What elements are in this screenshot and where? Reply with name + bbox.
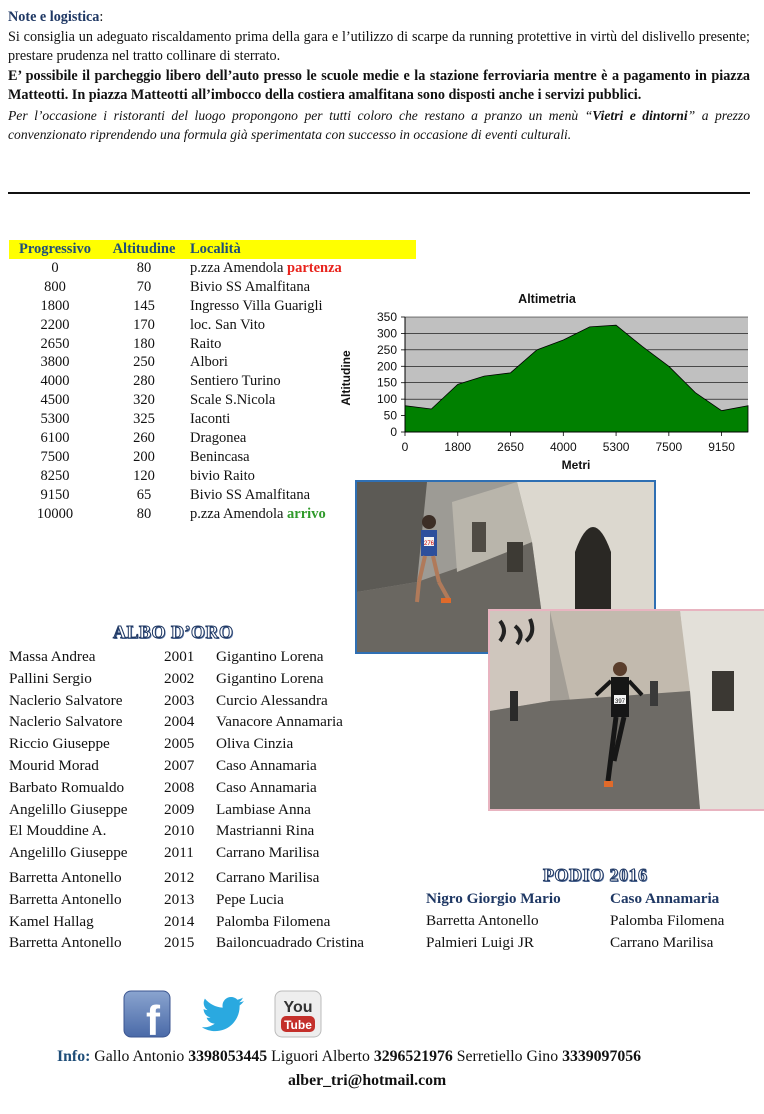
info-label: Info: <box>57 1048 91 1065</box>
route-localita-text: Bivio SS Amalfitana <box>190 486 311 503</box>
albo-female-winner: Carrano Marilisa <box>216 844 320 862</box>
albo-row <box>9 646 406 668</box>
header-progressivo: Progressivo <box>19 241 91 257</box>
podio-row <box>426 910 724 932</box>
albo-row <box>9 711 406 733</box>
route-localita-text: loc. San Vito <box>190 316 265 333</box>
route-altitudine: 280 <box>133 373 155 390</box>
y-tick-label: 300 <box>376 326 397 341</box>
albo-year: 2015 <box>164 934 195 952</box>
albo-male-winner: Barretta Antonello <box>9 868 122 886</box>
route-altitudine: 65 <box>136 486 152 503</box>
notes-p3-end: ” a prezzo convenzionato riprendendo una formula già sperimentata con successo in occasione di eventi culturali. <box>8 107 750 142</box>
route-tag: partenza <box>287 260 342 276</box>
chart-plot-area <box>377 310 748 454</box>
albo-female-winner: Curcio Alessandra <box>216 691 328 709</box>
chart-y-axis-label: Altitudine <box>339 350 353 406</box>
route-progressivo: 6100 <box>40 430 70 447</box>
albo-doro-list <box>9 646 406 954</box>
header-localita: Località <box>190 241 241 257</box>
route-altitudine: 70 <box>136 278 152 295</box>
albo-year: 2005 <box>164 735 195 753</box>
albo-year: 2002 <box>164 669 195 687</box>
route-progressivo: 4500 <box>40 392 70 409</box>
notes-paragraph-parking: E’ possibile il parcheggio libero dell’auto presso le scuole medie e la stazione ferroviaria mentre è a pagamento in piazza Matteotti. In piazza Matteotti all’imbocco della costiera amalfitana sono disposti anche i servizi pubblici. <box>8 67 750 103</box>
contact-1-phone[interactable]: 3398053445 <box>188 1048 268 1065</box>
y-tick-label: 0 <box>390 425 397 439</box>
albo-male-winner: Barbato Romualdo <box>9 778 125 796</box>
y-tick-label: 150 <box>376 375 397 390</box>
albo-male-winner: Barretta Antonello <box>9 934 122 952</box>
route-localita-text: Iaconti <box>190 411 231 428</box>
albo-male-winner: El Mouddine A. <box>9 822 107 840</box>
y-tick-label: 200 <box>376 359 397 374</box>
albo-year: 2009 <box>164 800 195 818</box>
albo-female-winner: Mastrianni Rina <box>216 822 315 840</box>
albo-female-winner: Carrano Marilisa <box>216 868 320 886</box>
route-table-header <box>9 240 416 259</box>
facebook-letter: f <box>146 997 160 1038</box>
route-localita-text: p.zza Amendola <box>190 260 288 276</box>
x-tick-label: 2650 <box>497 440 524 454</box>
contact-3-phone[interactable]: 3339097056 <box>562 1048 642 1065</box>
route-progressivo: 4000 <box>40 373 70 390</box>
route-row <box>9 259 416 278</box>
twitter-icon[interactable] <box>200 990 248 1038</box>
route-progressivo: 2200 <box>40 316 70 333</box>
albo-male-winner: Mourid Morad <box>9 756 99 774</box>
route-progressivo: 7500 <box>40 448 70 465</box>
youtube-word-you: You <box>283 999 313 1016</box>
facebook-icon[interactable] <box>123 990 171 1038</box>
x-tick-label: 5300 <box>602 440 630 454</box>
podio-rows <box>426 910 724 954</box>
albo-year: 2001 <box>164 648 195 665</box>
albo-male-winner: Angelillo Giuseppe <box>9 800 128 818</box>
route-progressivo: 3800 <box>40 354 70 371</box>
albo-female-winner: Gigantino Lorena <box>216 648 324 665</box>
route-localita-text: Bivio SS Amalfitana <box>190 278 311 295</box>
podio-female: Carrano Marilisa <box>610 934 714 951</box>
albo-year: 2014 <box>164 912 195 930</box>
albo-year: 2003 <box>164 691 195 709</box>
albo-year: 2012 <box>164 868 195 886</box>
albo-year: 2010 <box>164 822 195 840</box>
route-altitudine: 320 <box>133 392 155 409</box>
albo-male-winner: Massa Andrea <box>9 648 96 665</box>
route-progressivo: 9150 <box>40 486 70 503</box>
route-localita-text: Benincasa <box>190 448 250 465</box>
podio-row <box>426 932 724 954</box>
y-tick-label: 250 <box>376 342 397 357</box>
y-tick-label: 50 <box>383 408 397 423</box>
albo-row <box>9 932 406 954</box>
route-tag: arrivo <box>287 505 326 522</box>
route-localita-text: Albori <box>190 354 228 371</box>
podio-female-winner: Caso Annamaria <box>610 890 720 907</box>
route-progressivo: 8250 <box>40 467 70 484</box>
contact-email[interactable]: alber_tri@hotmail.com <box>288 1072 447 1089</box>
albo-male-winner: Barretta Antonello <box>9 890 122 908</box>
route-localita-text: Scale S.Nicola <box>190 392 276 409</box>
albo-female-winner: Vanacore Annamaria <box>216 713 343 731</box>
albo-year: 2013 <box>164 890 195 908</box>
notes-paragraph-restaurants <box>8 106 750 145</box>
bib-number-2: 397 <box>614 699 626 705</box>
albo-row <box>9 668 406 690</box>
race-photo-runner-2 <box>488 609 764 811</box>
albo-female-winner: Oliva Cinzia <box>216 735 294 753</box>
route-progressivo: 1800 <box>40 297 70 314</box>
contact-3-name: Serretiello Gino <box>452 1048 563 1065</box>
notes-section <box>8 8 750 145</box>
contact-2-name: Liguori Alberto <box>267 1048 374 1065</box>
albo-male-winner: Riccio Giuseppe <box>9 735 110 753</box>
x-tick-label: 0 <box>401 440 409 454</box>
route-localita-text: Raito <box>190 335 222 352</box>
route-progressivo: 800 <box>44 278 66 295</box>
horizontal-divider <box>8 192 750 194</box>
header-altitudine: Altitudine <box>112 241 176 257</box>
x-tick-label: 9150 <box>708 440 735 454</box>
albo-female-winner: Palomba Filomena <box>216 912 331 930</box>
albo-row <box>9 755 406 777</box>
bib-number-1: 276 <box>423 541 435 547</box>
y-tick-label: 100 <box>376 392 397 407</box>
albo-year: 2011 <box>164 844 194 862</box>
notes-p3-start: Per l’occasione i ristoranti del luogo propongono per tutti coloro che restano a pranzo un menù “ <box>8 107 593 123</box>
route-localita-text: bivio Raito <box>190 467 255 484</box>
x-tick-label: 1800 <box>444 440 472 454</box>
y-tick-label: 350 <box>376 310 397 324</box>
podio-title: PODIO 2016 <box>543 865 648 885</box>
albo-female-winner: Caso Annamaria <box>216 778 317 796</box>
podio-male: Palmieri Luigi JR <box>426 934 534 951</box>
route-localita-text: Ingresso Villa Guarigli <box>190 297 323 314</box>
podio-male-winner: Nigro Giorgio Mario <box>426 890 561 907</box>
chart-x-axis-label: Metri <box>561 458 591 472</box>
albo-doro-title: ALBO D’ORO <box>113 622 234 642</box>
route-altitudine: 80 <box>136 505 152 522</box>
albo-year: 2008 <box>164 778 195 796</box>
podio-list <box>426 888 724 954</box>
albo-female-winner: Gigantino Lorena <box>216 669 324 687</box>
albo-row <box>9 777 406 799</box>
albo-row <box>9 867 406 889</box>
route-progressivo: 5300 <box>40 411 70 428</box>
albo-male-winner: Pallini Sergio <box>9 669 92 687</box>
route-localita-text: Sentiero Turino <box>190 373 281 390</box>
albo-female-winner: Caso Annamaria <box>216 756 317 774</box>
route-altitudine: 325 <box>133 411 155 428</box>
route-altitudine: 250 <box>133 354 155 371</box>
chart-title: Altimetria <box>518 292 576 306</box>
albo-female-winner: Lambiase Anna <box>216 800 311 818</box>
contact-info <box>57 1048 641 1066</box>
albo-row <box>9 911 406 933</box>
x-tick-label: 7500 <box>655 440 683 454</box>
albo-male-winner: Kamel Hallag <box>9 912 94 930</box>
youtube-word-tube: Tube <box>284 1018 312 1032</box>
notes-paragraph-warmup: Si consiglia un adeguato riscaldamento prima della gara e l’utilizzo di scarpe da running protettive in virtù del dislivello presente; prestare prudenza nel tratto collinare di sterrato. <box>8 28 750 64</box>
albo-row <box>9 690 406 712</box>
albo-row <box>9 733 406 755</box>
contact-1-name: Gallo Antonio <box>90 1048 189 1065</box>
route-altitudine: 180 <box>133 335 155 352</box>
route-progressivo: 10000 <box>36 505 74 522</box>
altimetry-chart <box>338 283 760 479</box>
route-altitudine: 120 <box>133 467 155 484</box>
albo-male-winner: Angelillo Giuseppe <box>9 844 128 862</box>
route-localita-text: Dragonea <box>190 430 247 447</box>
race-photo-2-image <box>490 611 764 809</box>
albo-male-winner: Naclerio Salvatore <box>9 713 123 731</box>
route-altitudine: 260 <box>133 430 155 447</box>
podio-male: Barretta Antonello <box>426 912 539 929</box>
route-altitudine: 80 <box>136 260 152 276</box>
route-localita-text: p.zza Amendola <box>190 505 288 522</box>
podio-first-row <box>426 888 724 910</box>
albo-row <box>9 799 406 821</box>
albo-female-winner: Pepe Lucia <box>216 890 284 908</box>
notes-menu-name: Vietri e dintorni <box>592 107 688 123</box>
albo-row <box>9 842 406 864</box>
notes-title-colon: : <box>99 9 104 25</box>
albo-year: 2004 <box>164 713 195 731</box>
x-tick-label: 4000 <box>549 440 577 454</box>
albo-male-winner: Naclerio Salvatore <box>9 691 123 709</box>
route-altitudine: 145 <box>133 297 155 314</box>
route-altitudine: 170 <box>133 316 155 333</box>
route-altitudine: 200 <box>133 448 155 465</box>
route-progressivo: 2650 <box>40 335 70 352</box>
albo-row <box>9 820 406 842</box>
route-localita <box>183 259 416 278</box>
albo-female-winner: Bailoncuadrado Cristina <box>216 934 365 952</box>
podio-female: Palomba Filomena <box>610 912 725 929</box>
albo-row <box>9 889 406 911</box>
youtube-icon[interactable] <box>274 990 322 1038</box>
notes-title: Note e logistica <box>8 9 100 25</box>
contact-2-phone[interactable]: 3296521976 <box>373 1048 453 1065</box>
route-progressivo: 0 <box>51 260 59 276</box>
albo-year: 2007 <box>164 756 195 774</box>
